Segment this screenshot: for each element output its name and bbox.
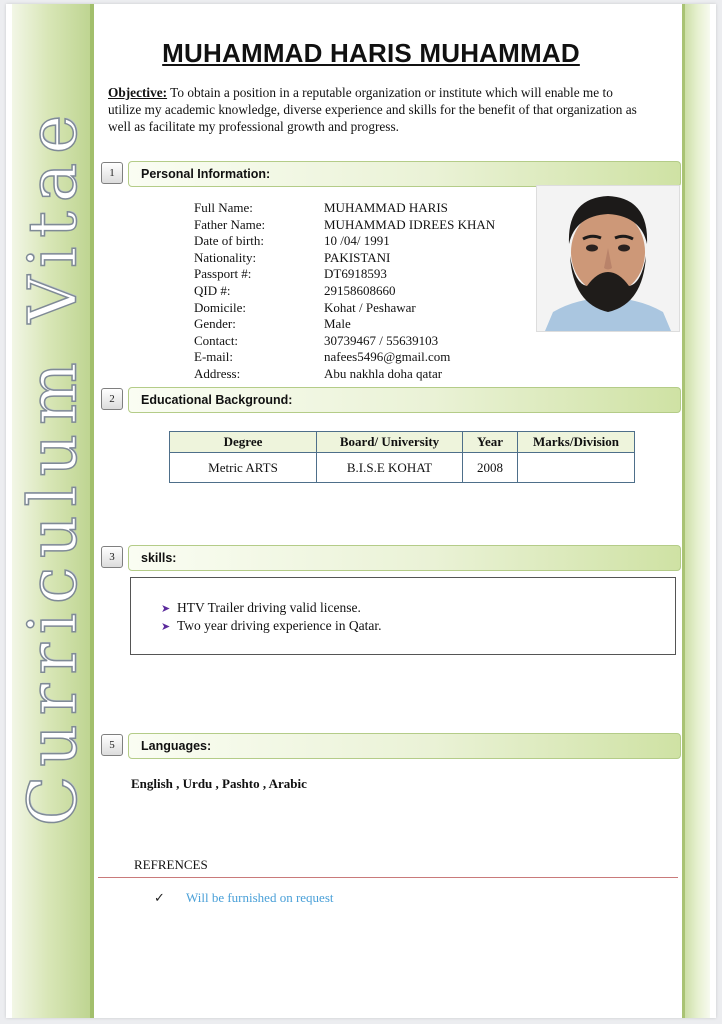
info-label: Date of birth: <box>194 233 265 249</box>
table-cell: B.I.S.E KOHAT <box>317 453 463 483</box>
arrow-bullet-icon: ➤ <box>161 602 171 615</box>
info-label: E-mail: <box>194 349 233 365</box>
info-label: Domicile: <box>194 299 246 315</box>
section-bar <box>128 733 681 759</box>
table-header: Year <box>463 432 518 453</box>
checkmark-icon: ✓ <box>154 890 165 905</box>
info-value: 30739467 / 55639103 <box>324 332 439 348</box>
info-value: Male <box>324 316 351 332</box>
info-value: MUHAMMAD HARIS <box>324 200 448 215</box>
info-row <box>194 250 495 267</box>
profile-photo-illustration <box>537 186 679 331</box>
section-title: Personal Information: <box>141 167 271 181</box>
table-cell <box>518 453 635 483</box>
table-cell: 2008 <box>463 453 518 483</box>
objective <box>108 84 648 135</box>
table-row <box>170 453 635 483</box>
section-number: 5 <box>101 734 123 756</box>
info-label: Full Name: <box>194 200 253 215</box>
section-bar <box>128 387 681 413</box>
section-skills <box>101 545 681 569</box>
info-label: Contact: <box>194 332 239 348</box>
info-row <box>194 266 495 283</box>
right-decorative-band <box>682 4 710 1018</box>
section-number: 3 <box>101 546 123 568</box>
vertical-title: Curriculum Vitae <box>14 105 92 827</box>
section-bar <box>128 545 681 571</box>
list-item <box>161 600 361 616</box>
info-value: 10 /04/ 1991 <box>324 233 390 249</box>
info-row <box>194 349 495 366</box>
education-table <box>169 431 635 483</box>
skill-text: HTV Trailer driving valid license. <box>177 600 361 615</box>
cv-page <box>6 4 716 1018</box>
table-header: Degree <box>170 432 317 453</box>
info-row <box>194 217 495 234</box>
table-header: Board/ University <box>317 432 463 453</box>
section-languages <box>101 733 681 757</box>
section-bar <box>128 161 681 187</box>
section-personal-info <box>101 161 681 185</box>
objective-label: Objective: <box>108 85 168 100</box>
personal-info-list <box>194 200 495 383</box>
info-value: nafees5496@gmail.com <box>324 349 451 365</box>
info-label: Father Name: <box>194 216 266 232</box>
info-row <box>194 300 495 317</box>
info-value: MUHAMMAD IDREES KHAN <box>324 216 496 232</box>
section-education <box>101 387 681 411</box>
page-title: MUHAMMAD HARIS MUHAMMAD <box>162 38 580 68</box>
info-row <box>194 316 495 333</box>
info-value: Kohat / Peshawar <box>324 299 416 315</box>
info-value: Abu nakhla doha qatar <box>324 365 443 381</box>
references-text: Will be furnished on request <box>186 890 334 905</box>
references-item <box>154 890 334 906</box>
references-heading: REFRENCES <box>134 857 208 872</box>
skills-box <box>130 577 676 655</box>
section-number: 1 <box>101 162 123 184</box>
objective-text: To obtain a position in a reputable organization or institute which will enable me to utilize my academic knowledge, diverse experience and skills for the benefit of that organization as well as facilitate my professional growth and progress. <box>108 85 637 134</box>
divider <box>98 877 678 878</box>
info-label: Gender: <box>194 316 236 332</box>
info-label: Address: <box>194 365 241 381</box>
section-title: Languages: <box>141 739 212 753</box>
table-header-row <box>170 432 635 453</box>
languages-text: English , Urdu , Pashto , Arabic <box>131 776 307 791</box>
skill-text: Two year driving experience in Qatar. <box>177 618 382 633</box>
info-value: DT6918593 <box>324 266 387 282</box>
table-header: Marks/Division <box>518 432 635 453</box>
info-value: PAKISTANI <box>324 249 391 265</box>
info-label: Nationality: <box>194 249 257 265</box>
section-number: 2 <box>101 388 123 410</box>
section-title: Educational Background: <box>141 393 293 407</box>
info-row <box>194 200 495 217</box>
info-row <box>194 233 495 250</box>
info-row <box>194 366 495 383</box>
list-item <box>161 618 381 634</box>
info-label: Passport #: <box>194 266 252 282</box>
info-value: 29158608660 <box>324 282 396 298</box>
info-row <box>194 333 495 350</box>
section-title: skills: <box>141 551 177 565</box>
info-label: QID #: <box>194 282 231 298</box>
info-row <box>194 283 495 300</box>
arrow-bullet-icon: ➤ <box>161 620 171 633</box>
profile-photo <box>536 185 680 332</box>
table-cell: Metric ARTS <box>170 453 317 483</box>
